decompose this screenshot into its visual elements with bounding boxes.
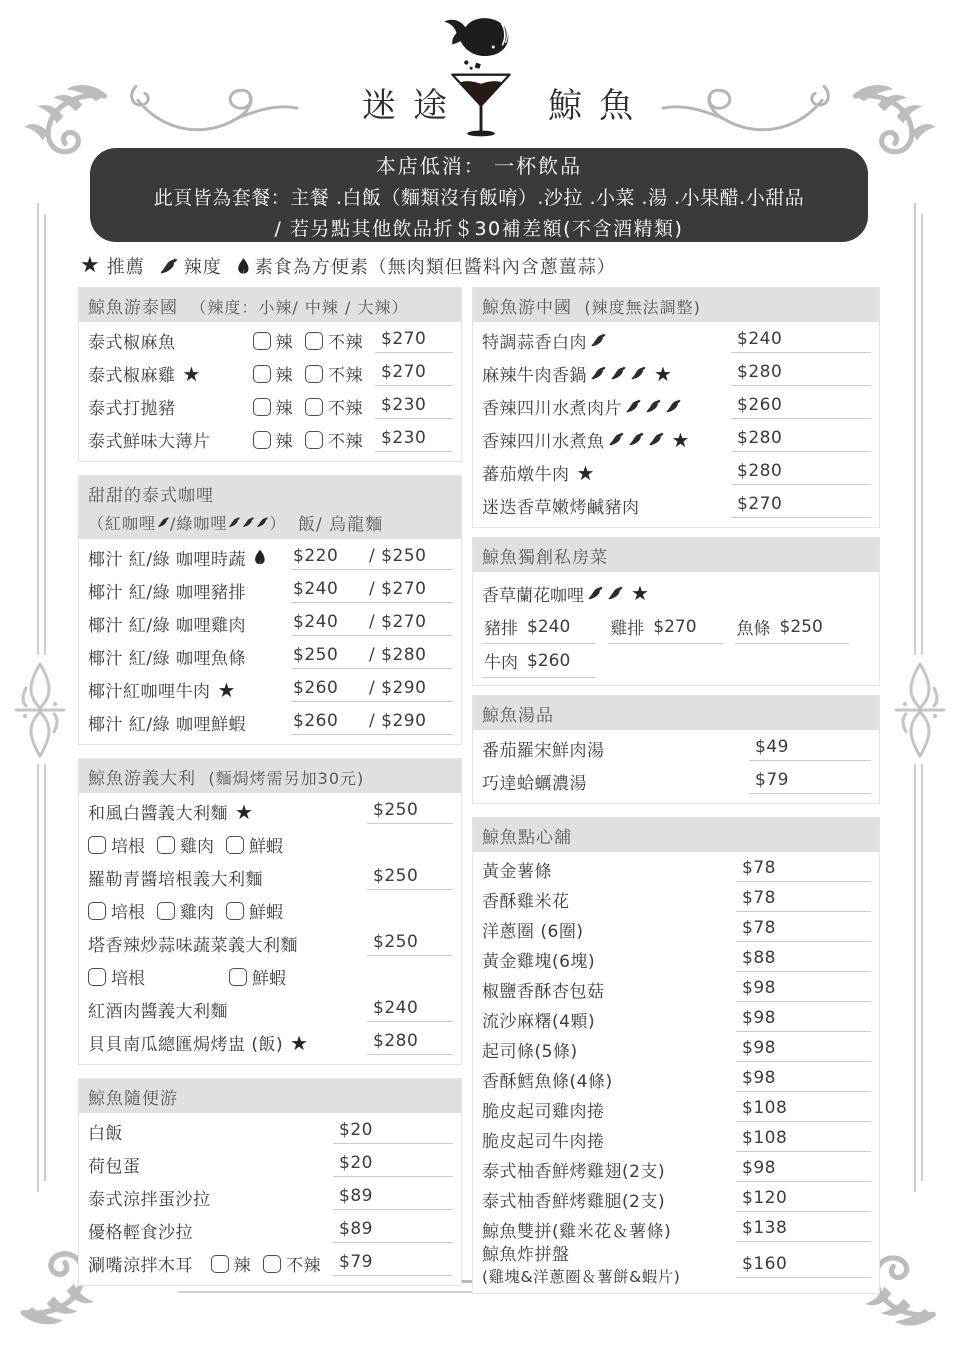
item-name: 白飯: [88, 1124, 123, 1144]
notice-line: / 若另點其他飲品折＄30補差額(不含酒精類): [274, 217, 684, 240]
star-icon: ★: [182, 361, 201, 386]
side-rule: [44, 214, 46, 655]
checkbox-label: 鮮蝦: [249, 903, 283, 923]
section-subtitle: （紅咖哩: [88, 514, 157, 533]
menu-item-row: [88, 423, 453, 456]
chili-icon: [610, 366, 627, 381]
chili-icon: [590, 366, 607, 381]
menu-item-row: [482, 390, 871, 423]
option-row: [88, 960, 453, 993]
item-price: $78: [736, 857, 871, 882]
item-name: 泰式打拋豬: [88, 399, 176, 419]
side-rule: [914, 764, 916, 1192]
section-subtitle: (辣度無法調整): [584, 298, 701, 317]
item-name: 椰汁 紅/綠 咖哩魚條: [88, 649, 247, 669]
item-price-rice: $240: [293, 579, 339, 599]
item-name: 巧達蛤蠣濃湯: [482, 774, 587, 794]
menu-item-row: [482, 732, 871, 765]
item-price: $280: [731, 460, 871, 485]
checkbox-label: 培根: [111, 969, 145, 989]
spicy-checkbox[interactable]: [253, 332, 271, 350]
item-name: 流沙麻糬(4顆): [482, 1011, 596, 1032]
item-name: 椰汁紅咖哩牛肉: [88, 682, 211, 702]
not-spicy-checkbox[interactable]: [305, 398, 323, 416]
side-rule: [921, 764, 923, 1181]
spicy-checkbox[interactable]: [253, 365, 271, 383]
item-name: 香酥鱈魚條(4條): [482, 1071, 613, 1092]
section-title: 甜甜的泰式咖哩: [88, 486, 214, 506]
checkbox-label: 鮮蝦: [252, 969, 286, 989]
option-price: $260: [527, 650, 571, 671]
item-price: $280: [367, 1030, 453, 1055]
item-name: 紅酒肉醬義大利麵: [88, 1002, 228, 1022]
item-price: $20: [333, 1152, 453, 1177]
option-price: $270: [653, 616, 697, 637]
shrimp-checkbox[interactable]: [229, 968, 247, 986]
item-name: 泰式椒麻魚: [88, 333, 176, 353]
item-price-noodle: / $290: [369, 711, 427, 731]
option-price: $250: [779, 616, 823, 637]
chili-icon: [228, 517, 241, 528]
chili-icon: [157, 517, 170, 528]
menu-item-row: [482, 854, 871, 884]
spicy-checkbox[interactable]: [211, 1255, 229, 1273]
item-price: $280: [731, 427, 871, 452]
menu-item-row: [88, 1181, 453, 1214]
item-name: 荷包蛋: [88, 1157, 141, 1177]
side-rule: [37, 203, 39, 655]
section-title: 鯨魚湯品: [482, 706, 554, 726]
item-name: 鯨魚炸拼盤: [482, 1245, 570, 1265]
chicken-checkbox[interactable]: [157, 902, 175, 920]
section-header: [79, 288, 461, 322]
item-price: $270: [375, 328, 453, 353]
chili-icon: [159, 258, 179, 275]
item-price-noodle: / $280: [369, 645, 427, 665]
item-name: 泰式鮮味大薄片: [88, 432, 211, 452]
item-price: $98: [736, 1037, 871, 1062]
section-subtitle: (麵焗烤需另加30元): [208, 769, 365, 788]
checkbox-label: 辣: [275, 333, 293, 353]
bacon-checkbox[interactable]: [88, 968, 106, 986]
item-price: $88: [736, 947, 871, 972]
item-name: 泰式柚香鮮烤雞翅(2支): [482, 1161, 666, 1182]
menu-item-row: [482, 1154, 871, 1184]
notice-box: [90, 148, 868, 242]
item-price: $98: [736, 1007, 871, 1032]
option-name: 雞排: [610, 619, 645, 639]
section-header: [473, 696, 879, 730]
menu-item-row: [482, 324, 871, 357]
checkbox-label: 辣: [233, 1256, 251, 1276]
item-name: 泰式涼拌蛋沙拉: [88, 1190, 211, 1210]
section-soup: [472, 695, 880, 804]
item-price-rice: $250: [293, 645, 339, 665]
item-subname: (雞塊&洋蔥圈＆薯餅&蝦片): [482, 1267, 681, 1286]
menu-item-row: [88, 541, 453, 574]
item-name: 番茄羅宋鮮肉湯: [482, 741, 605, 761]
section-title: 鯨魚游義大利: [88, 769, 196, 789]
item-name: 泰式柚香鮮烤雞腿(2支): [482, 1191, 666, 1212]
checkbox-label: 雞肉: [180, 903, 214, 923]
checkbox-label: 不辣: [328, 399, 363, 419]
menu-item-row: [482, 1034, 871, 1064]
legend: [80, 253, 616, 279]
checkbox-label: 鮮蝦: [249, 837, 283, 857]
item-name: 優格輕食沙拉: [88, 1223, 193, 1243]
item-price: $108: [736, 1127, 871, 1152]
item-price-noodle: / $270: [369, 612, 427, 632]
item-price: $270: [731, 493, 871, 518]
item-name: 椰汁 紅/綠 咖哩時蔬: [88, 550, 247, 570]
star-icon: ★: [80, 253, 101, 278]
item-name: 香酥雞米花: [482, 891, 570, 912]
section-subtitle: ）: [269, 514, 287, 533]
section-header: [79, 476, 461, 539]
chili-icon: [630, 366, 647, 381]
checkbox-label: 不辣: [286, 1256, 321, 1276]
section-subtitle: （辣度：小辣/ 中辣 / 大辣）: [190, 298, 409, 317]
menu-item-row: [88, 1026, 453, 1059]
menu-item-row: [482, 1244, 871, 1288]
chili-icon: [608, 432, 625, 447]
not-spicy-checkbox[interactable]: [305, 332, 323, 350]
item-name: 黃金薯條: [482, 861, 552, 882]
protein-option: [482, 648, 596, 678]
menu-item-row: [88, 673, 453, 706]
header-swirl-icon: [128, 80, 300, 142]
item-name: 鯨魚雙拼(雞米花＆薯條): [482, 1221, 672, 1242]
item-price: $79: [333, 1251, 453, 1276]
item-price: $120: [736, 1187, 871, 1212]
checkbox-label: 雞肉: [180, 837, 214, 857]
checkbox-label: 不辣: [328, 366, 363, 386]
chili-icon: [587, 586, 604, 601]
menu-item-row: [88, 927, 453, 960]
menu-item-row: [482, 423, 871, 456]
section-title: 鯨魚隨便游: [88, 1089, 178, 1109]
protein-option: [482, 614, 596, 644]
item-name: 香草蘭花咖哩: [482, 585, 584, 606]
section-title: 鯨魚游泰國: [88, 298, 178, 318]
menu-item-row: [482, 1214, 871, 1244]
checkbox-label: 不辣: [328, 333, 363, 353]
menu-item-row: [88, 1148, 453, 1181]
brand-name-right: 鯨魚: [548, 86, 650, 126]
menu-item-row: [88, 574, 453, 607]
item-price: $108: [736, 1097, 871, 1122]
item-price: $98: [736, 977, 871, 1002]
item-price: $98: [736, 1157, 871, 1182]
section-snacks: [472, 817, 880, 1294]
menu-item-row: [482, 1184, 871, 1214]
item-name: 特調蒜香白肉: [482, 333, 587, 353]
menu-item-row: [88, 607, 453, 640]
menu-item-row: [88, 640, 453, 673]
chili-icon: [665, 399, 682, 414]
star-icon: ★: [235, 799, 254, 824]
option-price-row: [482, 646, 871, 680]
spicy-checkbox[interactable]: [253, 431, 271, 449]
leaf-icon: [236, 257, 251, 276]
item-price-noodle: / $250: [369, 546, 427, 566]
option-name: 牛肉: [484, 653, 518, 673]
star-icon: ★: [576, 460, 595, 485]
item-price-rice: $260: [293, 711, 339, 731]
item-price: $280: [731, 361, 871, 386]
menu-item-row: [482, 1004, 871, 1034]
section-header: [79, 759, 461, 793]
menu-item-row: [88, 706, 453, 739]
checkbox-label: 培根: [111, 837, 145, 857]
item-price: $260: [731, 394, 871, 419]
item-name: 迷迭香草嫩烤鹹豬肉: [482, 498, 640, 518]
item-name: 脆皮起司牛肉捲: [482, 1131, 605, 1152]
spicy-checkbox[interactable]: [253, 398, 271, 416]
menu-item-row: [88, 1247, 453, 1280]
price-column-header: 飯/ 烏龍麵: [298, 515, 384, 535]
not-spicy-checkbox[interactable]: [263, 1255, 281, 1273]
menu-item-row: [482, 914, 871, 944]
item-name: 蕃茄燉牛肉: [482, 465, 570, 485]
checkbox-label: 培根: [111, 903, 145, 923]
chili-icon: [590, 333, 607, 348]
item-name: 椒鹽香酥杏包菇: [482, 981, 605, 1002]
notice-line: 此頁皆為套餐：主餐 .白飯（麵類沒有飯唷）.沙拉 .小菜 .湯 .小果醋.小甜品: [153, 186, 805, 209]
item-price: $230: [375, 427, 453, 452]
checkbox-label: 辣: [275, 432, 293, 452]
item-price: $89: [333, 1218, 453, 1243]
side-ornament-icon: [893, 650, 947, 770]
item-price: $250: [367, 865, 453, 890]
menu-item-row: [88, 1214, 453, 1247]
item-price: $250: [367, 799, 453, 824]
menu-item-row: [88, 993, 453, 1026]
item-price-rice: $220: [293, 546, 339, 566]
section-china: [472, 287, 880, 528]
option-price-row: [482, 612, 871, 646]
leaf-icon: [253, 549, 267, 566]
section-header: [473, 818, 879, 852]
bacon-checkbox[interactable]: [88, 836, 106, 854]
chili-icon: [645, 399, 662, 414]
chili-icon: [242, 517, 255, 528]
menu-item-row: [88, 390, 453, 423]
legend-veg-label: 素食為方便素（無肉類但醬料內含蔥薑蒜）: [254, 257, 616, 278]
item-price-rice: $240: [293, 612, 339, 632]
section-subtitle: /綠咖哩: [170, 514, 228, 533]
chicken-checkbox[interactable]: [157, 836, 175, 854]
section-curry: [78, 475, 462, 745]
item-price: $98: [736, 1067, 871, 1092]
item-price: $138: [736, 1217, 871, 1242]
item-price: $230: [375, 394, 453, 419]
notice-line: 本店低消： 一杯飲品: [375, 153, 583, 178]
chili-icon: [607, 586, 624, 601]
item-name: 椰汁 紅/綠 咖哩豬排: [88, 583, 247, 603]
item-name: 泰式椒麻雞: [88, 366, 176, 386]
right-column: [472, 287, 880, 1307]
checkbox-label: 辣: [275, 366, 293, 386]
item-price-noodle: / $290: [369, 678, 427, 698]
section-thai: [78, 287, 462, 462]
section-title: 鯨魚獨創私房菜: [482, 548, 608, 568]
item-name: 椰汁 紅/綠 咖哩雞肉: [88, 616, 247, 636]
menu-item-row: [88, 324, 453, 357]
star-icon: ★: [654, 361, 673, 386]
item-name: 貝貝南瓜總匯焗烤盅 (飯): [88, 1035, 284, 1055]
side-rule: [914, 203, 916, 655]
chili-icon: [625, 399, 642, 414]
item-price: $240: [367, 997, 453, 1022]
menu-item-row: [482, 884, 871, 914]
item-name: 香辣四川水煮肉片: [482, 399, 622, 419]
option-name: 魚條: [736, 619, 771, 639]
shrimp-checkbox[interactable]: [226, 902, 244, 920]
item-name: 洋蔥圈 (6圈): [482, 921, 584, 942]
protein-option: [735, 614, 849, 644]
menu-item-row: [482, 765, 871, 798]
legend-star-label: 推薦: [106, 257, 145, 278]
item-name: 黃金雞塊(6塊): [482, 951, 596, 972]
option-row: [88, 894, 453, 927]
section-private: [472, 537, 880, 686]
item-price: $240: [731, 328, 871, 353]
star-icon: ★: [671, 427, 690, 452]
header-swirl-icon: [660, 80, 832, 142]
item-price: $78: [736, 887, 871, 912]
checkbox-label: 不辣: [328, 432, 363, 452]
bacon-checkbox[interactable]: [88, 902, 106, 920]
option-name: 豬排: [484, 619, 518, 639]
chili-icon: [628, 432, 645, 447]
item-price: $78: [736, 917, 871, 942]
menu-item-row: [482, 1064, 871, 1094]
item-price: $79: [749, 769, 871, 794]
menu-item-row: [482, 1124, 871, 1154]
side-ornament-icon: [13, 650, 67, 770]
menu-item-row: [88, 1115, 453, 1148]
section-header: [473, 538, 879, 572]
item-price: $270: [375, 361, 453, 386]
side-rule: [921, 214, 923, 655]
item-name: 麻辣牛肉香鍋: [482, 366, 587, 386]
menu-item-row: [482, 974, 871, 1004]
item-price-noodle: / $270: [369, 579, 427, 599]
not-spicy-checkbox[interactable]: [305, 365, 323, 383]
side-rule: [37, 764, 39, 1192]
star-icon: ★: [290, 1030, 309, 1055]
star-icon: ★: [631, 581, 649, 605]
checkbox-label: 辣: [275, 399, 293, 419]
chili-icon: [256, 517, 269, 528]
menu-item-row: [88, 357, 453, 390]
menu-item-row: [482, 944, 871, 974]
item-name: 椰汁 紅/綠 咖哩鮮蝦: [88, 715, 247, 735]
menu-item-row: [482, 1094, 871, 1124]
section-header: [473, 288, 879, 322]
item-name: 涮嘴涼拌木耳: [88, 1256, 193, 1276]
item-name: 羅勒青醬培根義大利麵: [88, 870, 263, 890]
item-name: 塔香辣炒蒜味蔬菜義大利麵: [88, 936, 298, 956]
not-spicy-checkbox[interactable]: [305, 431, 323, 449]
section-italy: [78, 758, 462, 1065]
item-price: $160: [736, 1253, 871, 1278]
section-header: [79, 1079, 461, 1113]
left-column: [78, 287, 462, 1299]
star-icon: ★: [217, 677, 236, 702]
menu-item-row: [482, 574, 871, 612]
menu-item-row: [88, 861, 453, 894]
item-price: $20: [333, 1119, 453, 1144]
item-name: 起司條(5條): [482, 1041, 578, 1062]
option-price: $240: [527, 616, 571, 637]
item-name: 脆皮起司雞肉捲: [482, 1101, 605, 1122]
item-price: $89: [333, 1185, 453, 1210]
menu-item-row: [482, 489, 871, 522]
option-row: [88, 828, 453, 861]
brand-name-left: 迷途: [362, 86, 464, 126]
shrimp-checkbox[interactable]: [226, 836, 244, 854]
section-title: 鯨魚游中國: [482, 298, 572, 318]
menu-item-row: [482, 357, 871, 390]
item-price: $250: [367, 931, 453, 956]
chili-icon: [648, 432, 665, 447]
section-casual: [78, 1078, 462, 1286]
legend-spice-label: 辣度: [183, 257, 222, 278]
section-title: 鯨魚點心舖: [482, 828, 572, 848]
item-name: 和風白醬義大利麵: [88, 804, 228, 824]
item-price-rice: $260: [293, 678, 339, 698]
protein-option: [608, 614, 722, 644]
menu-item-row: [482, 456, 871, 489]
item-name: 香辣四川水煮魚: [482, 432, 605, 452]
side-rule: [44, 764, 46, 1181]
menu-item-row: [88, 795, 453, 828]
item-price: $49: [749, 736, 871, 761]
